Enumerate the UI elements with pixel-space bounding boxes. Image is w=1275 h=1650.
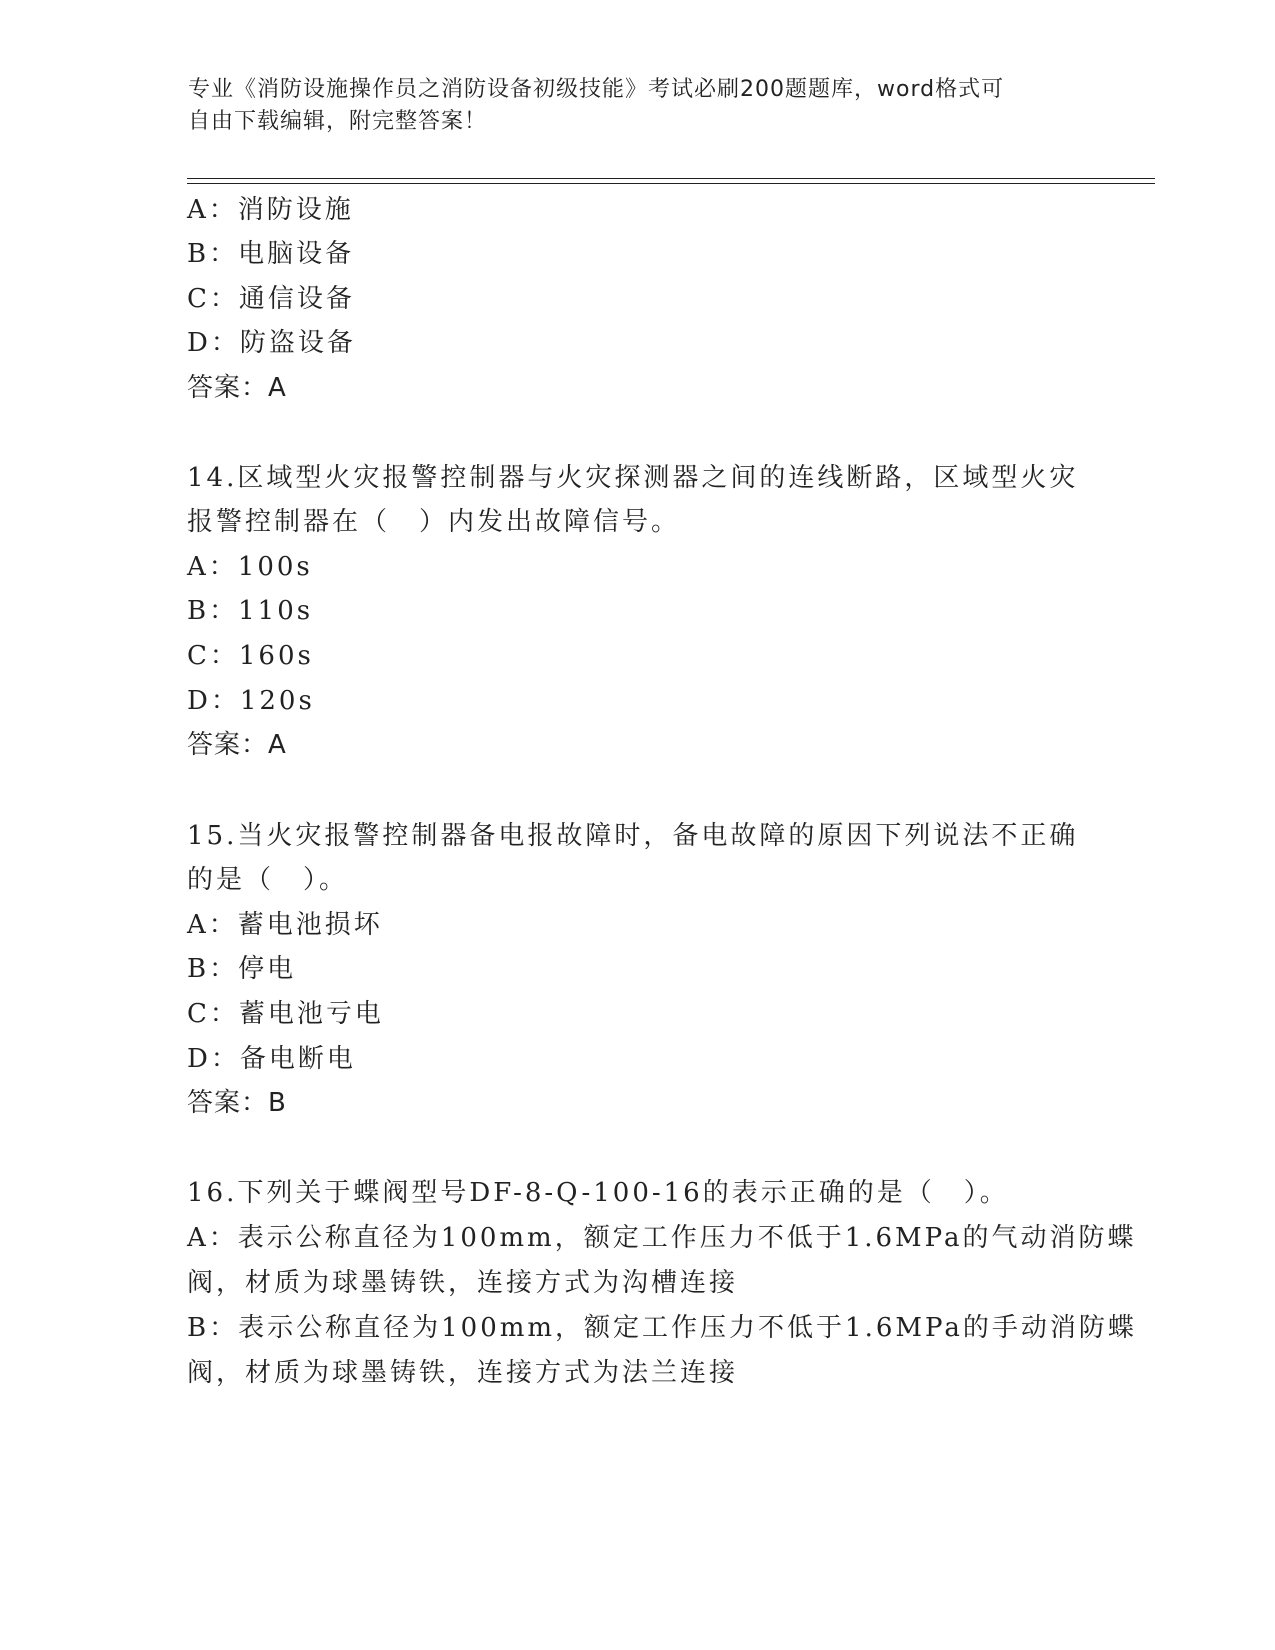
q13-option-d: D：防盗设备 — [187, 328, 356, 358]
q13-option-a: A：消防设施 — [187, 195, 354, 225]
q15-answer: 答案：B — [187, 1088, 287, 1118]
q14-stem-line-2: 报警控制器在（ ）内发出故障信号。 — [187, 507, 681, 537]
q15-option-c: C：蓄电池亏电 — [187, 999, 384, 1029]
q16-stem: 16.下列关于蝶阀型号DF-8-Q-100-16的表示正确的是（ ）。 — [187, 1178, 1009, 1208]
header-line-2: 自由下载编辑，附完整答案！ — [188, 109, 488, 134]
q16-option-b-line-1: B：表示公称直径为100mm，额定工作压力不低于1.6MPa的手动消防蝶 — [187, 1313, 1137, 1343]
q15-option-a: A：蓄电池损坏 — [187, 910, 383, 940]
q16-option-a-line-1: A：表示公称直径为100mm，额定工作压力不低于1.6MPa的气动消防蝶 — [187, 1223, 1137, 1253]
q14-option-a: A：100s — [187, 552, 313, 582]
q14-stem-line-1: 14.区域型火灾报警控制器与火灾探测器之间的连线断路，区域型火灾 — [187, 463, 1079, 493]
q15-stem-line-1: 15.当火灾报警控制器备电报故障时，备电故障的原因下列说法不正确 — [187, 821, 1079, 851]
q14-option-c: C：160s — [187, 641, 314, 671]
header-divider-top — [187, 178, 1155, 179]
header-divider-bottom — [187, 183, 1155, 184]
q14-option-d: D：120s — [187, 686, 315, 716]
q15-stem-line-2: 的是（ ）。 — [187, 865, 349, 895]
document-header — [188, 74, 1088, 138]
q13-option-b: B：电脑设备 — [187, 239, 355, 269]
q14-answer: 答案：A — [187, 730, 287, 760]
header-line-1: 专业《消防设施操作员之消防设备初级技能》考试必刷200题题库，word格式可 — [188, 77, 1005, 102]
q16-option-a-line-2: 阀，材质为球墨铸铁，连接方式为沟槽连接 — [187, 1268, 739, 1298]
q16-option-b-line-2: 阀，材质为球墨铸铁，连接方式为法兰连接 — [187, 1358, 739, 1388]
q15-option-d: D：备电断电 — [187, 1044, 356, 1074]
q13-answer: 答案：A — [187, 373, 287, 403]
q15-option-b: B：停电 — [187, 954, 297, 984]
q13-option-c: C：通信设备 — [187, 284, 355, 314]
q14-option-b: B：110s — [187, 596, 314, 626]
